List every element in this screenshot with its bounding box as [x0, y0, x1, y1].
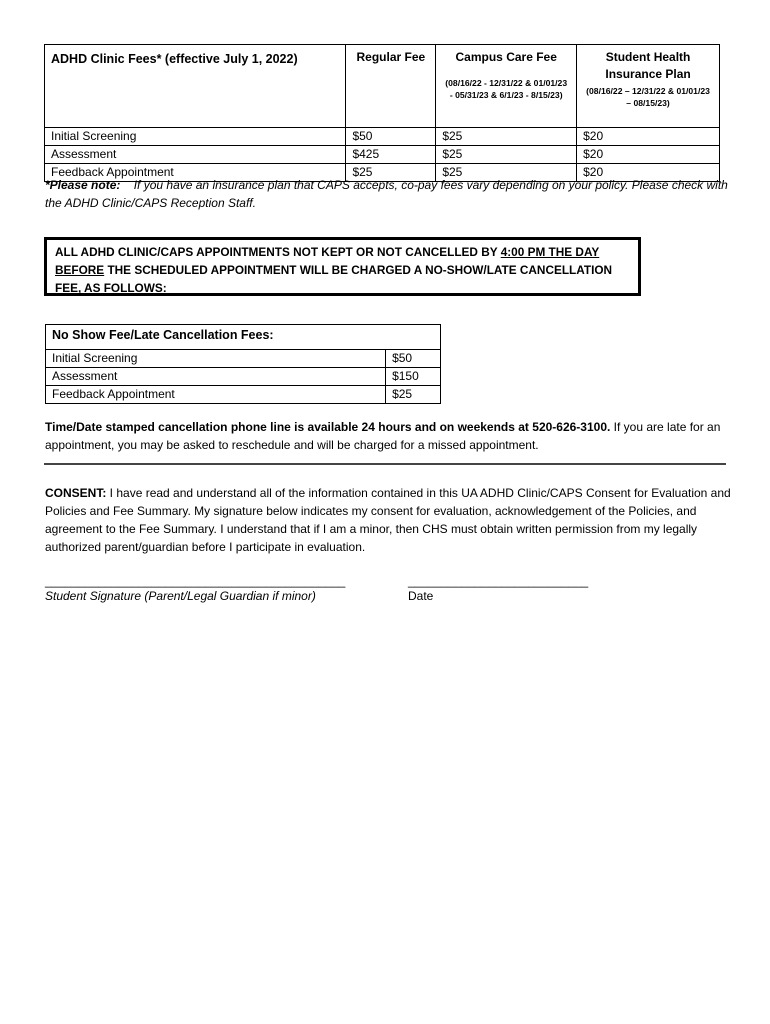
fees-header-row: [45, 45, 720, 128]
no-show-warning-box: ALL ADHD CLINIC/CAPS APPOINTMENTS NOT KEPT OR NOT CANCELLED BY 4:00 PM THE DAY BEFORE THE SCHEDULED APPOINTMENT WILL BE CHARGED A NO-SHOW/LATE CANCELLATION FEE, AS FOLLOWS:: [44, 237, 641, 296]
regular-fee-header: Regular Fee: [346, 45, 436, 128]
no-show-fee: $50: [386, 350, 441, 368]
table-row: [46, 386, 441, 404]
no-show-fee: $150: [386, 368, 441, 386]
service-name: Feedback Appointment: [45, 164, 346, 182]
campus-care-fee-header: Campus Care Fee (08/16/22 - 12/31/22 & 01/01/23 - 05/31/23 & 6/1/23 - 8/15/23): [436, 45, 577, 128]
campus-fee: $25: [436, 146, 577, 164]
campus-fee: $25: [436, 128, 577, 146]
consent-text: I have read and understand all of the information contained in this UA ADHD Clinic/CAPS Consent for Evaluation and Policies and Fee Summary. My signature below indicates my consent for evaluation, acknowledgement of the Policies, and agreement to the Fee Summary. I understand that if I am a minor, then CHS must obtain written permission from my legally authorized parent/guardian before I participate in evaluation.: [45, 486, 731, 554]
ship-fee: $20: [577, 146, 720, 164]
consent-paragraph: [45, 484, 735, 556]
section-divider: [44, 463, 726, 465]
fees-table-title: ADHD Clinic Fees* (effective July 1, 2022): [45, 45, 346, 128]
consent-lead: CONSENT:: [45, 486, 107, 500]
no-show-fees-table: [45, 324, 441, 404]
fees-table: [44, 44, 720, 182]
table-row: [46, 368, 441, 386]
service-name: Initial Screening: [46, 350, 386, 368]
campus-care-dates: (08/16/22 - 12/31/22 & 01/01/23 - 05/31/23 & 6/1/23 - 8/15/23): [445, 78, 568, 100]
service-name: Feedback Appointment: [46, 386, 386, 404]
table-row: [46, 350, 441, 368]
ship-dates: (08/16/22 – 12/31/22 & 01/01/23 – 08/15/23): [586, 86, 710, 108]
table-row: [45, 146, 720, 164]
no-show-table-title: No Show Fee/Late Cancellation Fees:: [46, 325, 441, 350]
insurance-note: [45, 176, 735, 212]
note-lead: *Please note:: [45, 178, 121, 192]
note-text: If you have an insurance plan that CAPS accepts, co-pay fees vary depending on your policy. Please check with the ADHD Clinic/CAPS Reception Staff.: [45, 178, 728, 210]
ship-fee: $20: [577, 164, 720, 182]
no-show-fee: $25: [386, 386, 441, 404]
regular-fee: $425: [346, 146, 436, 164]
table-row: [45, 128, 720, 146]
date-signature-line[interactable]: ___________________________: [408, 574, 589, 588]
cancellation-phone-line: Time/Date stamped cancellation phone line is available 24 hours and on weekends at 520-626-3100.: [45, 420, 611, 434]
ship-fee: $20: [577, 128, 720, 146]
ship-fee-header: Student Health Insurance Plan (08/16/22 – 12/31/22 & 01/01/23 – 08/15/23): [577, 45, 720, 128]
service-name: Assessment: [46, 368, 386, 386]
regular-fee: $25: [346, 164, 436, 182]
service-name: Initial Screening: [45, 128, 346, 146]
regular-fee: $50: [346, 128, 436, 146]
no-show-header-row: [46, 325, 441, 350]
campus-fee: $25: [436, 164, 577, 182]
date-label: Date: [408, 589, 434, 603]
student-signature-line[interactable]: _____________________________________________: [45, 574, 346, 588]
student-signature-label: Student Signature (Parent/Legal Guardian if minor): [45, 589, 316, 603]
service-name: Assessment: [45, 146, 346, 164]
cancellation-policy: Time/Date stamped cancellation phone line is available 24 hours and on weekends at 520-626-3100. If you are late for an appointment, you may be asked to reschedule and will be charged for a missed appointment.: [45, 420, 721, 452]
deadline-time: 4:00 PM THE DAY BEFORE: [55, 245, 600, 277]
